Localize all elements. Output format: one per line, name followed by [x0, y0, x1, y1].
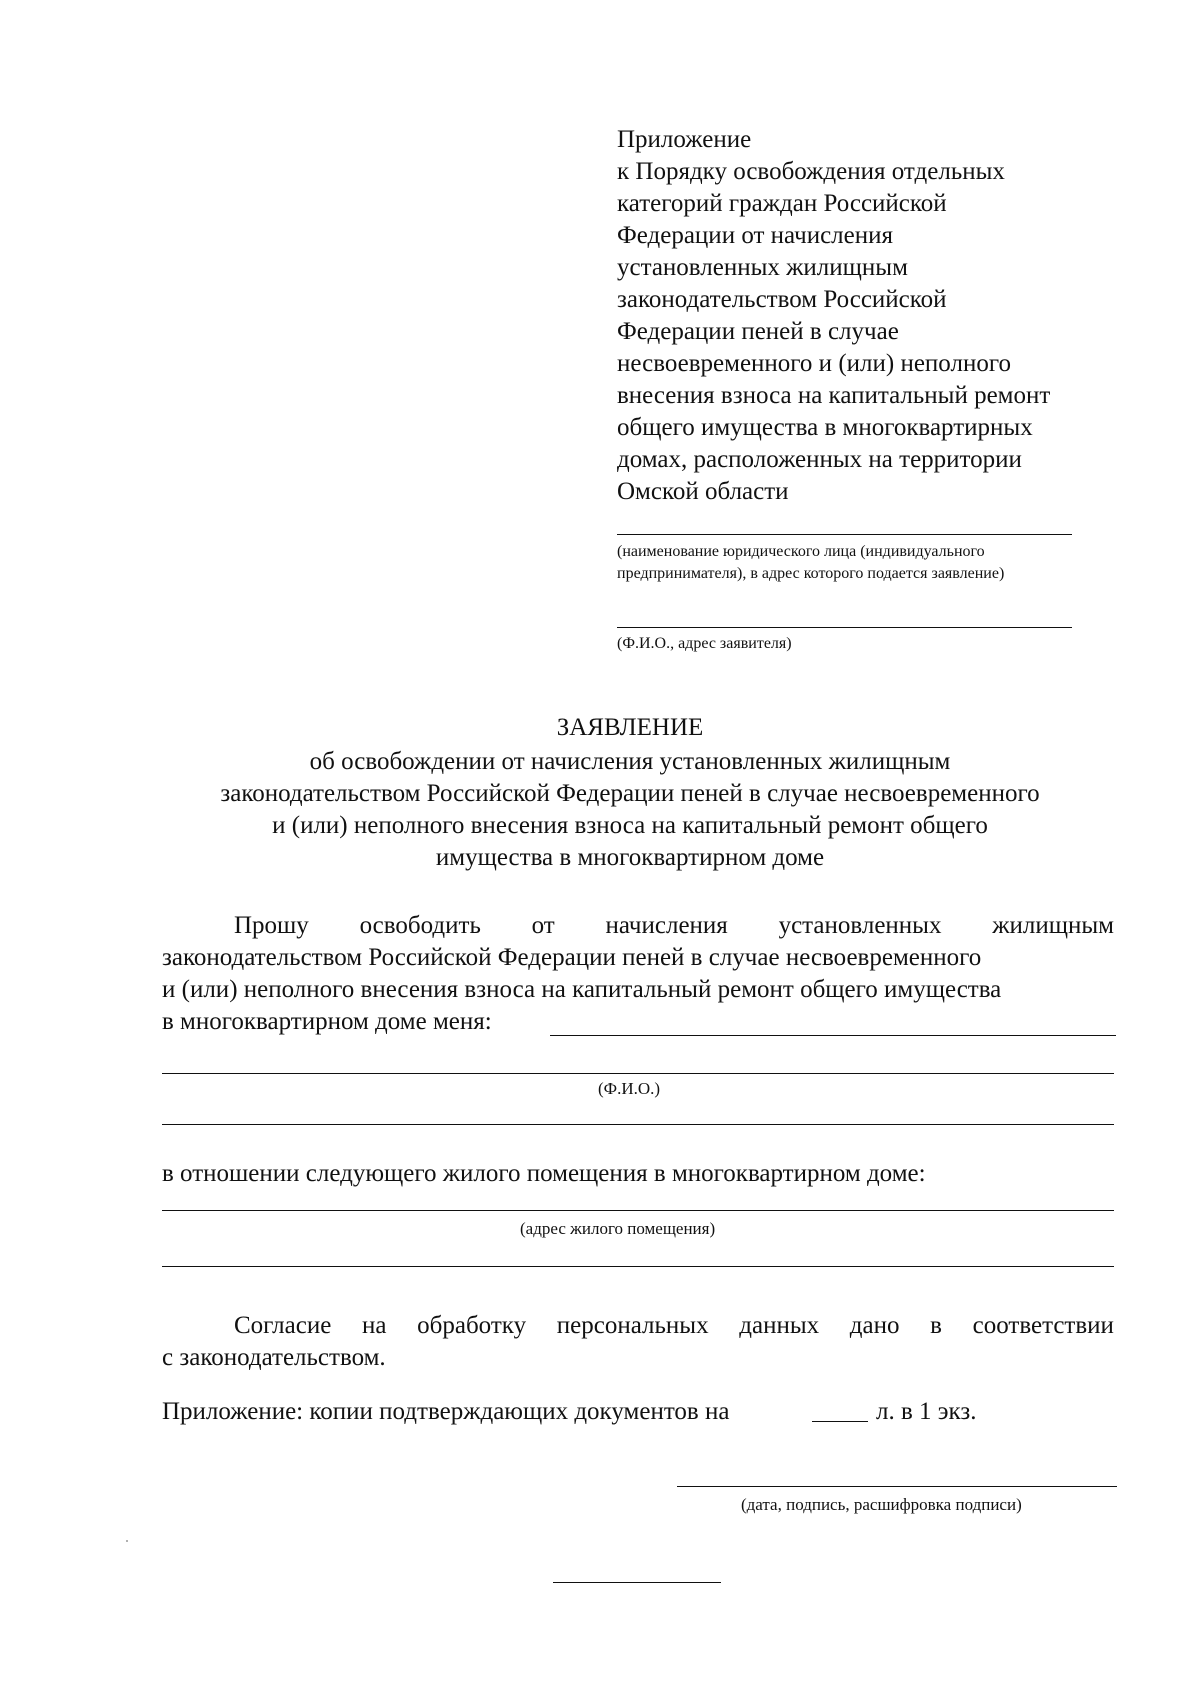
- appendix-header-line: домах, расположенных на территории: [617, 446, 1022, 473]
- request-line4: в многоквартирном доме меня:: [162, 1008, 492, 1035]
- recipient-field-line[interactable]: [617, 534, 1072, 535]
- appendix-header-line: внесения взноса на капитальный ремонт: [617, 382, 1051, 409]
- request-word: от: [531, 912, 555, 939]
- appendix-header-line: несвоевременного и (или) неполного: [617, 350, 1011, 377]
- statement-subtitle-line: об освобождении от начисления установленных жилищным: [309, 748, 951, 775]
- appendix-header-line: Федерации от начисления: [617, 222, 894, 249]
- appendix-header-line: законодательством Российской: [617, 286, 947, 313]
- consent-word: персональных: [556, 1312, 709, 1339]
- fio-caption: (Ф.И.О.): [598, 1079, 661, 1098]
- consent-word: данных: [739, 1312, 820, 1339]
- applicant-name-field-line[interactable]: [550, 1035, 1116, 1036]
- premises-label: в отношении следующего жилого помещения в многоквартирном доме:: [162, 1160, 926, 1187]
- consent-word: Согласие: [234, 1312, 332, 1339]
- applicant-name-field-line3[interactable]: [162, 1124, 1114, 1125]
- request-line2: законодательством Российской Федерации пеней в случае несвоевременного: [162, 944, 982, 971]
- attachment-prefix: Приложение: копии подтверждающих документов на: [162, 1398, 730, 1425]
- attachment-sheet-count-field[interactable]: [812, 1421, 868, 1422]
- attachment-suffix: л. в 1 экз.: [876, 1398, 977, 1425]
- request-line3: и (или) неполного внесения взноса на капитальный ремонт общего имущества: [162, 976, 1002, 1003]
- premises-address-field-line[interactable]: [162, 1210, 1114, 1211]
- signature-field-line[interactable]: [677, 1486, 1117, 1487]
- consent-word: на: [361, 1312, 387, 1339]
- applicant-caption: (Ф.И.О., адрес заявителя): [617, 635, 792, 652]
- applicant-field-line[interactable]: [617, 627, 1072, 628]
- request-word: освободить: [359, 912, 481, 939]
- appendix-header-line: общего имущества в многоквартирных: [617, 414, 1033, 441]
- signature-caption: (дата, подпись, расшифровка подписи): [741, 1495, 1022, 1514]
- request-line1: [234, 910, 1114, 942]
- appendix-header-line: к Порядку освобождения отдельных: [617, 158, 1005, 185]
- applicant-name-field-line2[interactable]: [162, 1073, 1114, 1074]
- appendix-header-line: Омской области: [617, 478, 789, 505]
- consent-word: в: [930, 1312, 942, 1339]
- appendix-header-line: категорий граждан Российской: [617, 190, 947, 217]
- request-word: начисления: [605, 912, 728, 939]
- statement-subtitle-line: и (или) неполного внесения взноса на капитальный ремонт общего: [272, 812, 988, 839]
- consent-line1: [234, 1310, 1114, 1342]
- request-word: установленных: [778, 912, 942, 939]
- premises-address-caption: (адрес жилого помещения): [520, 1219, 716, 1238]
- closing-separator: [553, 1582, 721, 1583]
- consent-line2: с законодательством.: [162, 1344, 386, 1371]
- premises-address-field-line2[interactable]: [162, 1266, 1114, 1267]
- request-word: жилищным: [992, 912, 1114, 939]
- consent-word: соответствии: [972, 1312, 1114, 1339]
- recipient-caption-line1: (наименование юридического лица (индивидуального: [617, 543, 985, 560]
- appendix-header-line: Федерации пеней в случае: [617, 318, 899, 345]
- recipient-caption-line2: предпринимателя), в адрес которого подается заявление): [617, 565, 1005, 582]
- statement-heading: ЗАЯВЛЕНИЕ: [556, 714, 704, 741]
- statement-subtitle-line: имущества в многоквартирном доме: [435, 844, 825, 871]
- appendix-header-line: установленных жилищным: [617, 254, 908, 281]
- appendix-header-line: Приложение: [617, 126, 752, 153]
- statement-subtitle-line: законодательством Российской Федерации пеней в случае несвоевременного: [220, 780, 1040, 807]
- scan-speck: [126, 1540, 128, 1542]
- request-word: Прошу: [234, 912, 309, 939]
- consent-word: обработку: [417, 1312, 527, 1339]
- consent-word: дано: [849, 1312, 900, 1339]
